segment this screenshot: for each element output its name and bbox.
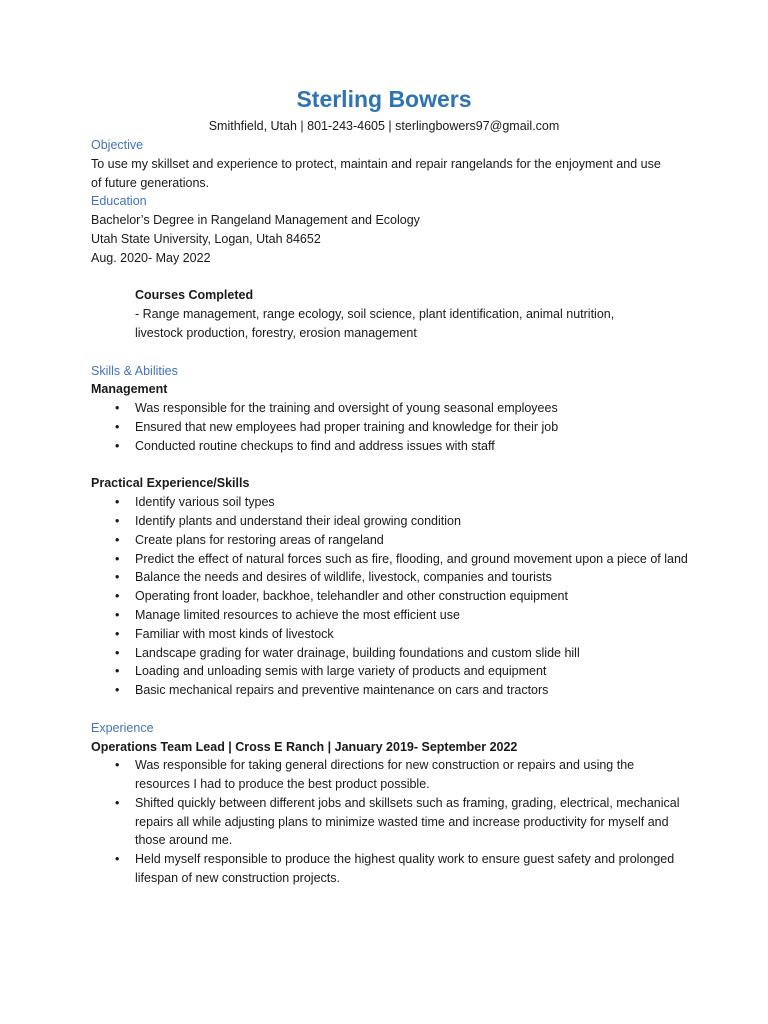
list-item: • Conducted routine checkups to find and address issues with staff xyxy=(115,438,495,453)
candidate-name: Sterling Bowers xyxy=(296,86,472,112)
list-item: • Held myself responsible to produce the highest quality work to ensure guest safety and prolonged lifespan of new construction projects. xyxy=(115,852,675,886)
objective-line-1: To use my skillset and experience to protect, maintain and repair rangelands for the enjoyment and use xyxy=(91,156,661,171)
management-list xyxy=(91,399,691,455)
practical-heading: Practical Experience/Skills xyxy=(91,476,250,491)
list-item: • Operating front loader, backhoe, telehandler and other construction equipment xyxy=(115,589,568,604)
education-school: Utah State University, Logan, Utah 84652 xyxy=(91,231,321,246)
list-item: • Was responsible for taking general directions for new construction or repairs and using the resources I had to produce the best product possible. xyxy=(115,758,635,792)
courses-heading: Courses Completed xyxy=(135,288,254,303)
courses-line-2: livestock production, forestry, erosion management xyxy=(135,325,417,340)
list-item: • Landscape grading for water drainage, building foundations and custom slide hill xyxy=(115,645,580,660)
experience-heading: Experience xyxy=(91,720,154,735)
list-item: • Was responsible for the training and oversight of young seasonal employees xyxy=(115,401,558,416)
courses-line-1: - Range management, range ecology, soil science, plant identification, animal nutrition, xyxy=(135,307,615,322)
education-dates: Aug. 2020- May 2022 xyxy=(91,250,211,265)
list-item: • Familiar with most kinds of livestock xyxy=(115,626,334,641)
list-item: • Shifted quickly between different jobs and skillsets such as framing, grading, electrical, mechanical repairs all while adjusting plans to minimize wasted time and increase productivity for myself and those around me. xyxy=(115,795,680,848)
management-heading: Management xyxy=(91,382,168,397)
list-item: • Identify plants and understand their ideal growing condition xyxy=(115,513,461,528)
list-item: • Predict the effect of natural forces such as fire, flooding, and ground movement upon a piece of land xyxy=(115,551,688,566)
list-item: • Create plans for restoring areas of rangeland xyxy=(115,532,384,547)
skills-heading: Skills & Abilities xyxy=(91,363,178,378)
education-degree: Bachelor’s Degree in Rangeland Management and Ecology xyxy=(91,213,420,228)
list-item: • Basic mechanical repairs and preventive maintenance on cars and tractors xyxy=(115,683,549,698)
practical-list xyxy=(91,493,691,700)
contact-line: Smithfield, Utah | 801-243-4605 | sterlingbowers97@gmail.com xyxy=(208,119,560,133)
experience-list xyxy=(91,756,691,888)
list-item: • Manage limited resources to achieve the most efficient use xyxy=(115,607,460,622)
education-heading: Education xyxy=(91,194,147,209)
objective-heading: Objective xyxy=(91,138,144,152)
list-item: • Ensured that new employees had proper training and knowledge for their job xyxy=(115,419,559,434)
list-item: • Balance the needs and desires of wildlife, livestock, companies and tourists xyxy=(115,570,552,585)
list-item: • Loading and unloading semis with large variety of products and equipment xyxy=(115,664,547,679)
job-title: Operations Team Lead | Cross E Ranch | January 2019- September 2022 xyxy=(91,739,518,754)
objective-line-2: of future generations. xyxy=(91,175,210,190)
list-item: • Identify various soil types xyxy=(115,495,275,510)
resume-body xyxy=(91,136,691,888)
